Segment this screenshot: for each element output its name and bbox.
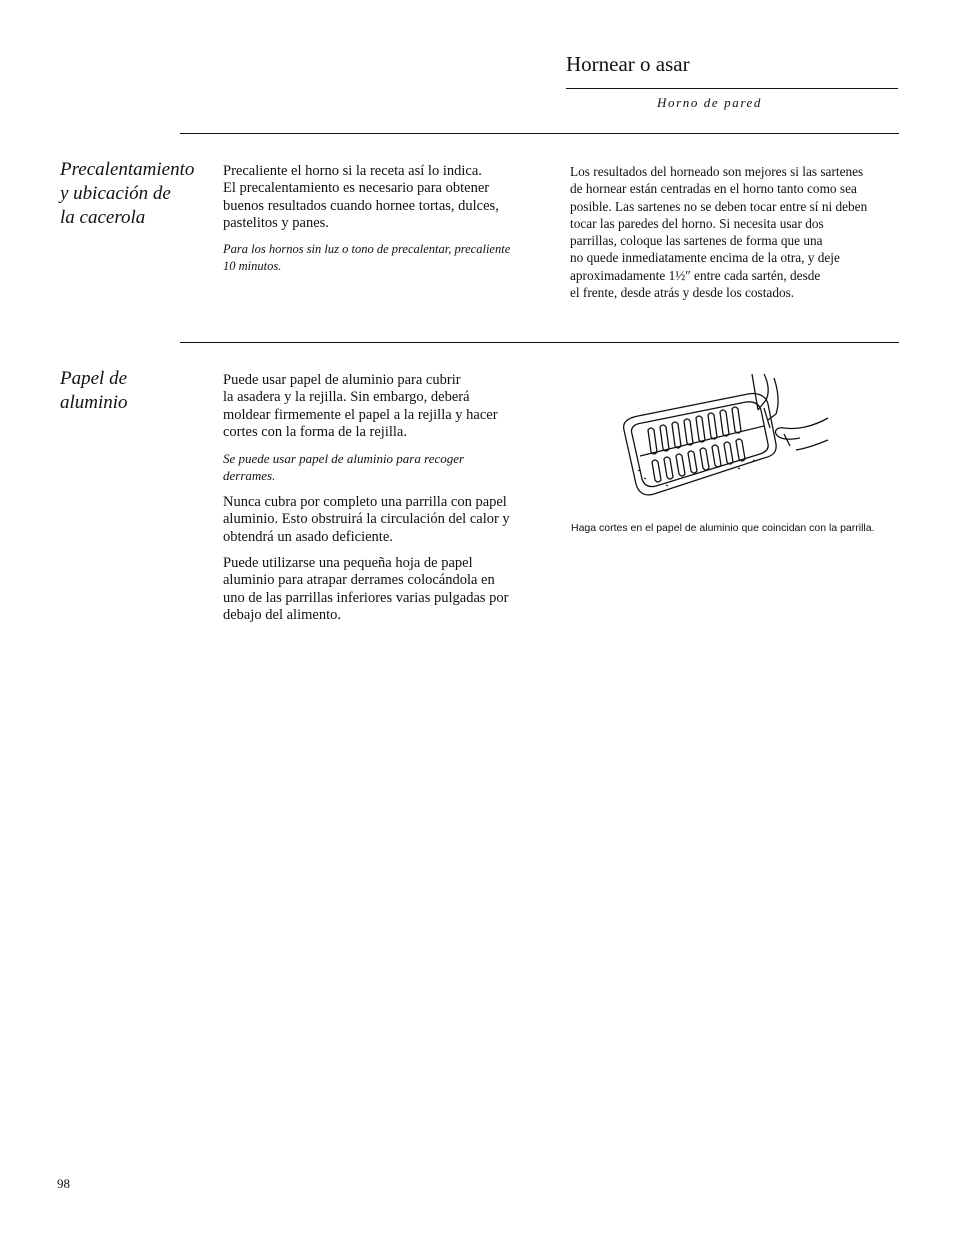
foil-rack-illustration: [618, 370, 830, 510]
section-heading-foil: Papel de aluminio: [60, 368, 128, 413]
illustration-caption: Haga cortes en el papel de aluminio que coincidan con la parrilla.: [571, 522, 875, 534]
page-subtitle: Horno de pared: [657, 95, 762, 110]
preheat-note: Para los hornos sin luz o tono de precalentar, precaliente 10 minutos.: [223, 242, 511, 273]
foil-paragraph-3: Puede utilizarse una pequeña hoja de papel aluminio para atrapar derrames colocándola en uno de las parrillas inferiores varias pulgadas por debajo del alimento.: [223, 555, 509, 623]
section-heading-preheating: Precalentamiento y ubicación de la cacerola: [60, 159, 195, 228]
section-divider-top: [180, 133, 899, 134]
foil-paragraph-1: Puede usar papel de aluminio para cubrir la asadera y la rejilla. Sin embargo, deberá moldear firmemente el papel a la rejilla y hacer cortes con la forma de la rejilla.: [223, 372, 498, 440]
page-number: 98: [57, 1176, 70, 1191]
foil-note: Se puede usar papel de aluminio para recoger derrames.: [223, 451, 465, 483]
section-divider-middle: [180, 342, 899, 343]
title-rule: [566, 88, 898, 89]
foil-paragraph-2: Nunca cubra por completo una parrilla con papel aluminio. Esto obstruirá la circulación del calor y obtendrá un asado deficiente.: [223, 494, 510, 545]
page-title: Hornear o asar: [566, 52, 690, 76]
preheat-paragraph: Precaliente el horno si la receta así lo indica. El precalentamiento es necesario para obtener buenos resultados cuando hornee tortas, dulces, pastelitos y panes.: [223, 163, 499, 231]
pan-placement-paragraph: Los resultados del horneado son mejores si las sartenes de hornear están centradas en el horno tanto como sea posible. Las sartenes no se deben tocar entre sí ni deben tocar las paredes del horno. Si necesita usar dos parrillas, coloque las sartenes de forma que una no quede inmediatamente encima de la otra, y deje aproximadamente 1½″ entre cada sartén, desde el frente, desde atrás y desde los costados.: [570, 164, 868, 301]
